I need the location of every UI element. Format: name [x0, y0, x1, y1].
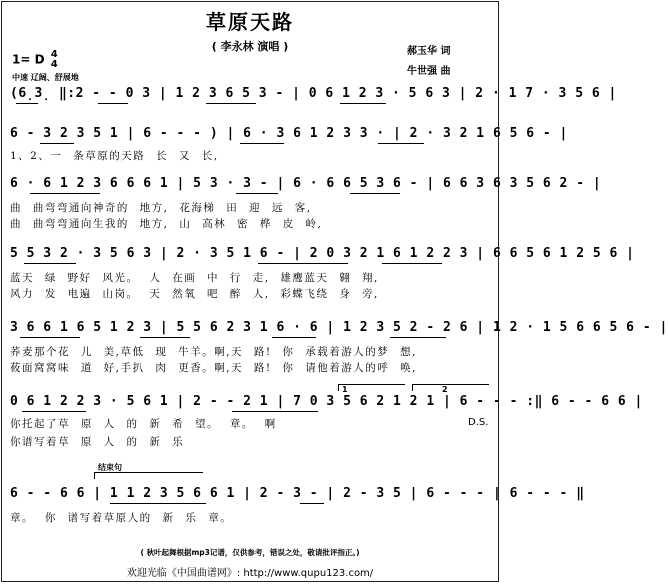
score-row-4 [10, 246, 635, 268]
song-title: 草原天路 [206, 10, 294, 34]
beam [340, 103, 386, 104]
score-row-5 [10, 320, 668, 342]
beam [16, 103, 38, 104]
key-signature [12, 50, 58, 70]
notes-row-5: 3 6 6 1 6 5 1 2 3 | 5 5 6 2 3 1 6 · 6 | 1 2 3 5 2 - 2 6 | 1 2 · 1 5 6 6 5 6 - | [10, 320, 668, 335]
beam [98, 103, 128, 104]
ds-marking: D.S. [468, 417, 489, 428]
beam [350, 193, 400, 194]
volta-1-label: 1 [342, 385, 348, 394]
volta-2-bracket [412, 384, 489, 391]
credits [407, 42, 450, 82]
ending-bracket [94, 472, 203, 479]
beam [240, 143, 284, 144]
time-signature [51, 50, 58, 70]
time-bottom: 4 [50, 59, 58, 70]
beam [390, 337, 446, 338]
notes-row-2: 6 - 3 2 3 5 1 | 6 - - - ) | 6 · 3 6 1 2 3 3 · | 2 · 3 2 1 6 5 6 - | [10, 126, 568, 141]
lyric-line-2b: 曲 曲弯弯通向生我的 地方, 山 高林 密 桦 皮 岭, [10, 218, 323, 230]
beam [382, 263, 442, 264]
key-label: 1= D [12, 52, 45, 67]
notes-row-1: (6̣3̣ ‖:2 - - 0 3 | 1 2 3 6 5 3 - | 0 6 1 2 3 · 5 6 3 | 2 · 1 7 · 3 5 6 | [10, 86, 617, 101]
lyric-line-1: 1、2、一 条草原的天路 长 又 长, [10, 150, 219, 162]
beam [232, 411, 318, 412]
lyric-line-4a: 荞麦那个花 儿 美,草低 现 牛羊。啊,天 路! 你 承载着游人的梦 想, [10, 346, 417, 358]
beam [140, 337, 190, 338]
beam [272, 337, 316, 338]
beam [258, 263, 348, 264]
lyric-line-3b: 风力 发 电遍 山岗。 天 然氧 吧 醉 人, 彩蝶飞绕 身 旁, [10, 288, 379, 300]
composer-credit: 牛世强 曲 [407, 66, 451, 77]
notes-row-4: 5 5 3 2 · 3 5 6 3 | 2 · 3 5 1 6 - | 2 0 3 2 1 6 1 2 2 3 | 6 6 5 6 1 2 5 6 | [10, 246, 635, 261]
lyricist-credit: 郝玉华 词 [407, 46, 451, 57]
score-page [1, 1, 668, 582]
lyric-line-6: 章。 你 谱写着草原人的 新 乐 章。 [10, 512, 233, 524]
score-row-1 [10, 86, 617, 108]
beam [236, 193, 278, 194]
beam [20, 337, 80, 338]
beam [24, 263, 76, 264]
beam [40, 143, 74, 144]
website-credit: 欢迎光临《中国曲谱网》: http://www.qupu123.com/ [126, 568, 374, 579]
volta-1-bracket [338, 384, 405, 391]
notes-row-6: 0 6 1 2 2 3 · 5 6 1 | 2 - - 2 1 | 7 0 3 5 6 2 1 2 1 | 6 - - - :‖ 6 - - 6 6 | [10, 394, 643, 409]
score-row-7 [10, 486, 585, 508]
volta-2-label: 2 [442, 385, 448, 394]
notes-row-7: 6 - - 6 6 | 1 1 2 3 5 6 6 1 | 2 - 3 - | 2 - 3 5 | 6 - - - | 6 - - - ‖ [10, 486, 585, 501]
lyric-line-5a: 你托起了草 原 人 的 新 希 望。 章。 啊 [10, 418, 277, 430]
footnote: ( 秋叶起舞根据mp3记谱，仅供参考，错误之处，敬请批评指正。) [140, 548, 360, 557]
beam [378, 143, 424, 144]
score-row-6 [10, 394, 643, 416]
time-top: 4 [50, 49, 58, 60]
notes-row-3: 6 · 6 1 2 3 6 6 6 1 | 5 3 · 3 - | 6 · 6 6 5 3 6 - | 6 6 3 6 3 5 6 2 - | [10, 176, 602, 191]
beam [300, 503, 324, 504]
beam [30, 193, 100, 194]
score-row-2 [10, 126, 568, 148]
tempo-marking: 中速 辽阔、舒展地 [12, 73, 79, 82]
lyric-line-5b: 你谱写着草 原 人 的 新 乐 [10, 436, 185, 448]
beam [110, 503, 206, 504]
lyric-line-3a: 蓝天 绿 野好 风光。 人 在画 中 行 走, 雄鹰蓝天 翱 翔, [10, 272, 379, 284]
singer-credit: ( 李永林 演唱 ) [211, 40, 289, 53]
score-row-3 [10, 176, 602, 198]
lyric-line-4b: 莜面窝窝味 道 好,手扒 肉 更香。啊,天 路! 你 请他着游人的呼 唤, [10, 362, 417, 374]
lyric-line-2a: 曲 曲弯弯通向神奇的 地方, 花海梯 田 迎 远 客, [10, 202, 312, 214]
beam [22, 411, 86, 412]
beam [206, 103, 256, 104]
ending-label: 结束句 [98, 463, 122, 472]
